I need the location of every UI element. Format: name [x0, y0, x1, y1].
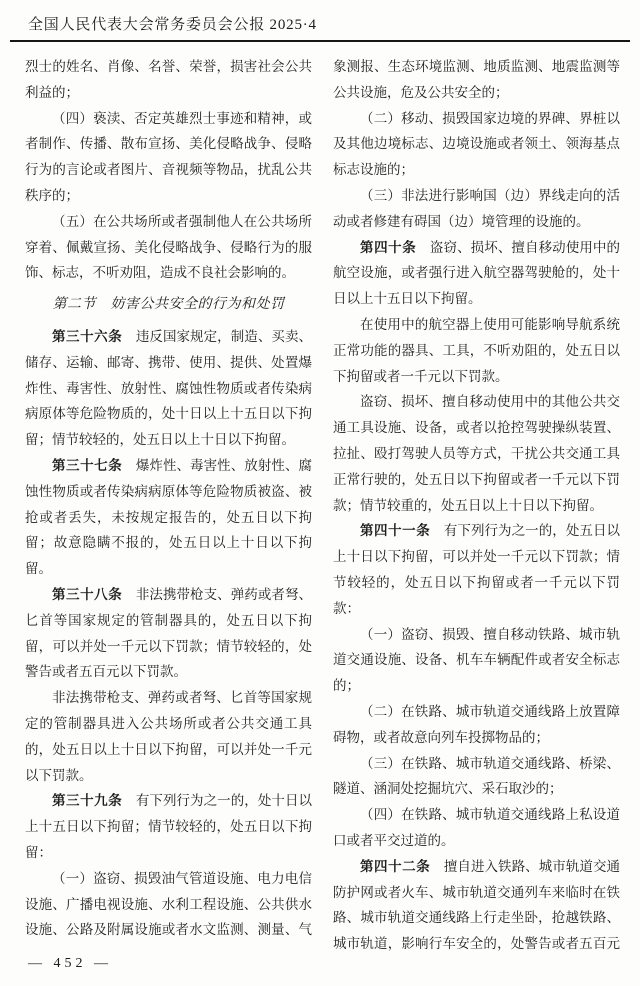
two-column-body [0, 42, 640, 960]
paragraph-text: 烈士的姓名、肖像、名誉、荣誉，损害社会公共利益的； [25, 59, 312, 100]
paragraph [333, 751, 620, 803]
article-paragraph [333, 854, 620, 957]
paragraph [25, 685, 312, 788]
article-number: 第四十二条 [360, 858, 431, 874]
page-number: — 452 — [28, 956, 112, 971]
paragraph-text: （五）在公共场所或者强制他人在公共场所穿着、佩戴宣扬、美化侵略战争、侵略行为的服饰、标志，不听劝阻，造成不良社会影响的。 [25, 213, 312, 281]
paragraph [333, 106, 620, 183]
paragraph-text: 非法携带枪支、弹药或者弩、匕首等国家规定的管制器具进入公共场所或者公共交通工具的，处五日以上十日以下拘留，可以并处一千元以下罚款。 [25, 690, 312, 783]
running-head-title: 全国人民代表大会常务委员会公报 2025·4 [28, 17, 317, 33]
article-paragraph [25, 453, 312, 582]
continuation-paragraph [333, 54, 620, 106]
article-number: 第三十六条 [52, 328, 123, 344]
article-paragraph [333, 518, 620, 621]
paragraph [333, 312, 620, 389]
paragraph [333, 622, 620, 699]
paragraph-text: （一）盗窃、损毁、擅自移动铁路、城市轨道交通设施、设备、机车车辆配件或者安全标志的； [333, 626, 620, 694]
paragraph-text: （三）在铁路、城市轨道交通线路、桥梁、隧道、涵洞处挖掘坑穴、采石取沙的； [333, 755, 620, 797]
continuation-paragraph [25, 54, 312, 106]
article-number: 第三十九条 [52, 793, 123, 809]
paragraph-text: 盗窃、损坏、擅自移动使用中的航空设施，或者强行进入航空器驾驶舱的，处十日以上十五日以下拘留。 [333, 239, 620, 307]
article-number: 第三十七条 [52, 457, 123, 473]
article-paragraph [25, 582, 312, 685]
article-paragraph [25, 324, 312, 453]
paragraph [25, 866, 312, 943]
article-number: 第四十条 [360, 239, 417, 255]
paragraph-text: 有下列行为之一的，处五日以上十日以下拘留，可以并处一千元以下罚款；情节较轻的，处五日以下拘留或者一千元以下罚款： [333, 523, 620, 616]
left-column [25, 54, 312, 960]
paragraph [333, 802, 620, 854]
paragraph-text: （二）在铁路、城市轨道交通线路上放置障碍物，或者故意向列车投掷物品的； [333, 703, 620, 745]
article-paragraph [333, 235, 620, 312]
paragraph [333, 389, 620, 518]
paragraph-text: 违反国家规定，制造、买卖、储存、运输、邮寄、携带、使用、提供、处置爆炸性、毒害性、放射性、腐蚀性物质或者传染病病原体等危险物质的，处十日以上十五日以下拘留；情节较轻的，处五日以上十日以下拘留。 [25, 328, 312, 448]
right-column [333, 54, 620, 960]
paragraph-text: 在使用中的航空器上使用可能影响导航系统正常功能的器具、工具，不听劝阻的，处五日以下拘留或者一千元以下罚款。 [333, 316, 620, 384]
paragraph-text: 有下列行为之一的，处十日以上十五日以下拘留；情节较轻的，处五日以下拘留： [25, 793, 312, 860]
paragraph-text: 盗窃、损坏、擅自移动使用中的其他公共交通工具设施、设备，或者以抢控驾驶操纵装置、拉扯、殴打驾驶人员等方式，干扰公共交通工具正常行驶的，处五日以下拘留或者一千元以下罚款；情节较重的，处五日以上十日以下拘留。 [333, 394, 620, 513]
paragraph-text: 擅自进入铁路、城市轨道交通防护网或者火车、城市轨道交通列车来临时在铁路、城市轨道交通线路上行走坐卧，抢越铁路、城市轨道，影响行车安全的，处警告或者五百元 [333, 858, 620, 952]
paragraph [25, 209, 312, 286]
article-number: 第三十八条 [52, 586, 123, 602]
paragraph-text: （三）非法进行影响国（边）界线走向的活动或者修建有碍国（边）境管理的设施的。 [333, 187, 620, 229]
paragraph-text: 非法携带枪支、弹药或者弩、匕首等国家规定的管制器具的，处五日以下拘留，可以并处一千元以下罚款；情节较轻的，处警告或者五百元以下罚款。 [25, 586, 312, 680]
paragraph [25, 106, 312, 209]
paragraph [333, 183, 620, 235]
paragraph-text: （四）在铁路、城市轨道交通线路上私设道口或者平交过道的。 [333, 807, 620, 848]
paragraph-text: （四）亵渎、否定英雄烈士事迹和精神，或者制作、传播、散布宣扬、美化侵略战争、侵略行为的言论或者图片、音视频等物品，扰乱公共秩序的； [25, 110, 312, 203]
article-number: 第四十一条 [360, 523, 431, 539]
section-heading: 第二节 妨害公共安全的行为和处罚 [52, 297, 285, 313]
article-paragraph [25, 788, 312, 865]
paragraph-text: 爆炸性、毒害性、放射性、腐蚀性物质或者传染病病原体等危险物质被盗、被抢或者丢失，未按规定报告的，处五日以下拘留；故意隐瞒不报的，处五日以上十日以下拘留。 [25, 457, 312, 577]
paragraph [333, 699, 620, 751]
paragraph-text: （二）移动、损毁国家边境的界碑、界桩以及其他边境标志、边境设施或者领土、领海基点标志设施的； [333, 110, 620, 178]
paragraph-text: （一）盗窃、损毁油气管道设施、电力电信设施、广播电视设施、水利工程设施、公共供水设施、公路及附属设施或者水文监测、测量、气 [25, 870, 312, 938]
paragraph-text: 象测报、生态环境监测、地质监测、地震监测等公共设施，危及公共安全的； [333, 59, 620, 100]
